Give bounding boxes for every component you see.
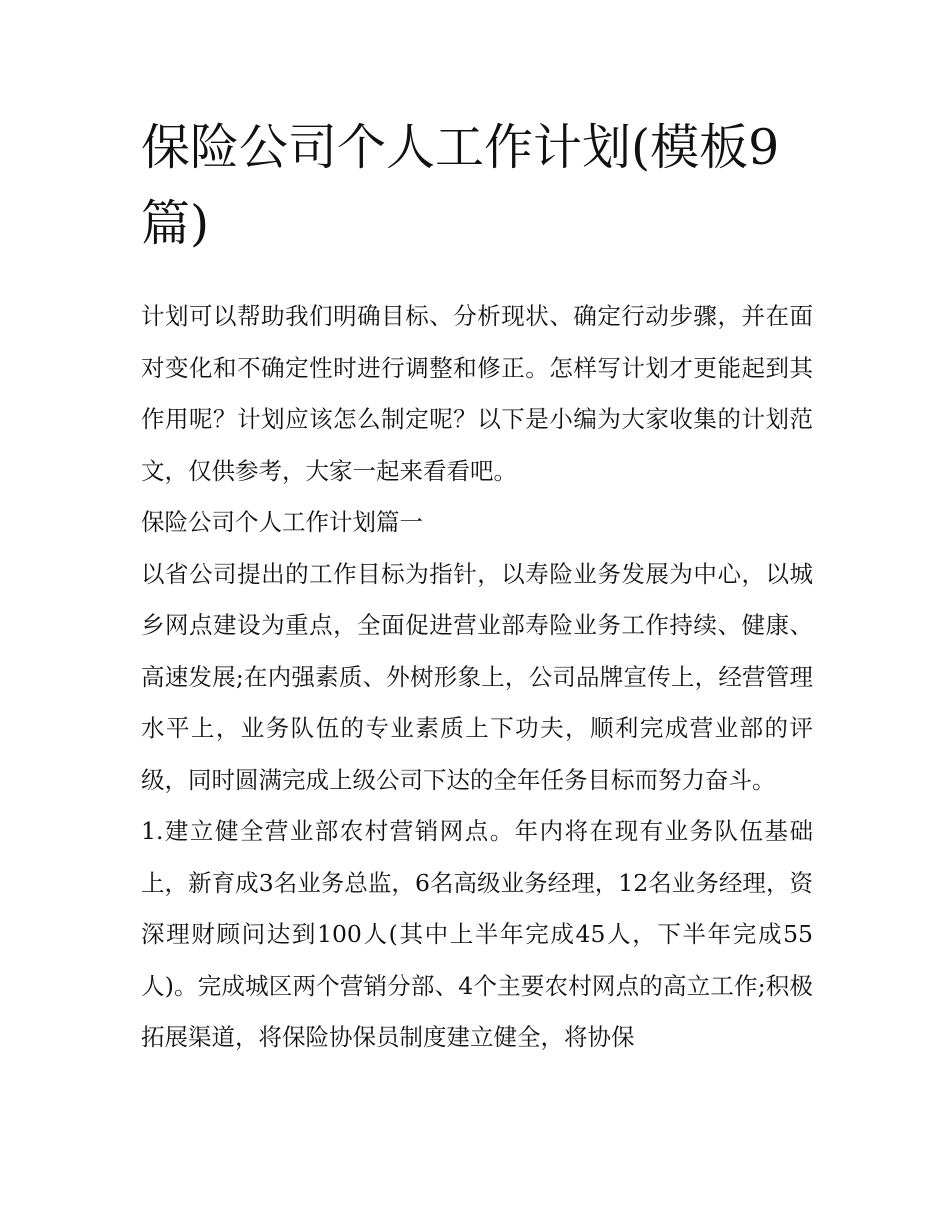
document-page [141,110,813,1064]
body-paragraph-1: 以省公司提出的工作目标为指针，以寿险业务发展为中心，以城乡网点建设为重点，全面促进营业部寿险业务工作持续、健康、高速发展;在内强素质、外树形象上，公司品牌宣传上，经营管理水平上，业务队伍的专业素质上下功夫，顺利完成营业部的评级，同时圆满完成上级公司下达的全年任务目标而努力奋斗。 [141,559,813,794]
document-title: 保险公司个人工作计划(模板9篇) [141,119,780,252]
section-heading: 保险公司个人工作计划篇一 [141,508,423,536]
intro-paragraph: 计划可以帮助我们明确目标、分析现状、确定行动步骤，并在面对变化和不确定性时进行调整和修正。怎样写计划才更能起到其作用呢？计划应该怎么制定呢？以下是小编为大家收集的计划范文，仅供参考，大家一起来看看吧。 [141,302,813,485]
body-paragraph-2: 1.建立健全营业部农村营销网点。年内将在现有业务队伍基础上，新育成3名业务总监，6名高级业务经理，12名业务经理，资深理财顾问达到100人(其中上半年完成45人，下半年完成55人)。完成城区两个营销分部、4个主要农村网点的高立工作;积极拓展渠道，将保险协保员制度建立健全，将协保 [141,817,813,1051]
